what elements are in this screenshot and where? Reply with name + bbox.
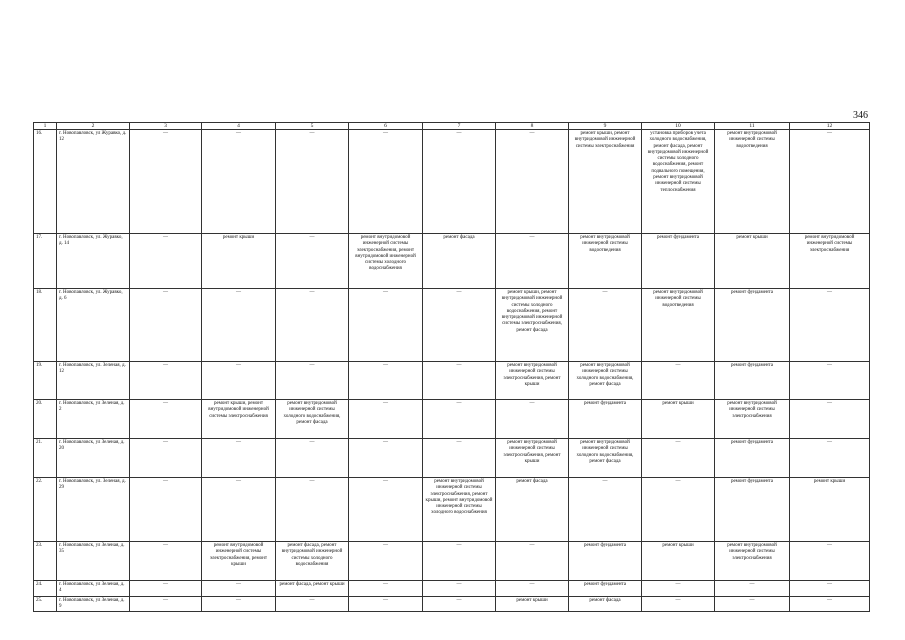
row-number: 22. bbox=[34, 478, 57, 542]
work-cell: — bbox=[130, 596, 202, 612]
address-cell: г. Новопавловск, ул Журавко, д. 12 bbox=[57, 130, 130, 234]
column-header: 3 bbox=[130, 123, 202, 130]
work-cell: ремонт фундамента bbox=[715, 362, 790, 400]
column-header: 1 bbox=[34, 123, 57, 130]
work-cell: ремонт фасада, ремонт крыши bbox=[276, 581, 349, 597]
column-header: 2 bbox=[57, 123, 130, 130]
work-cell: — bbox=[349, 289, 423, 362]
row-number: 24. bbox=[34, 581, 57, 597]
work-cell: — bbox=[202, 130, 276, 234]
work-cell: — bbox=[423, 130, 496, 234]
work-cell: — bbox=[790, 439, 870, 478]
work-cell: ремонт внутридомовой инженерной системы холодного водоснабжения, ремонт фасада bbox=[569, 362, 642, 400]
work-cell: — bbox=[790, 542, 870, 581]
work-cell: — bbox=[349, 362, 423, 400]
column-header: 10 bbox=[642, 123, 715, 130]
work-cell: ремонт фундамента bbox=[715, 289, 790, 362]
work-cell: ремонт внутридомовой инженерной системы электроснабжения bbox=[715, 400, 790, 439]
work-cell: — bbox=[202, 289, 276, 362]
row-number: 16. bbox=[34, 130, 57, 234]
address-cell: г. Новопавловск, ул. Зеленая, д. 12 bbox=[57, 362, 130, 400]
table-row bbox=[34, 542, 870, 581]
work-cell: — bbox=[276, 234, 349, 289]
table-row bbox=[34, 362, 870, 400]
work-cell: — bbox=[130, 439, 202, 478]
table-row bbox=[34, 439, 870, 478]
address-cell: г. Новопавловск, ул. Журавко, д. 14 bbox=[57, 234, 130, 289]
table-row bbox=[34, 400, 870, 439]
work-cell: — bbox=[349, 439, 423, 478]
work-cell: — bbox=[423, 581, 496, 597]
work-cell: ремонт фасада bbox=[496, 478, 569, 542]
table-row bbox=[34, 130, 870, 234]
row-number: 21. bbox=[34, 439, 57, 478]
work-cell: — bbox=[130, 478, 202, 542]
work-cell: — bbox=[642, 581, 715, 597]
column-header: 11 bbox=[715, 123, 790, 130]
work-cell: — bbox=[202, 362, 276, 400]
work-cell: — bbox=[790, 289, 870, 362]
work-cell: ремонт внутридомовой инженерной системы водоотведения bbox=[715, 130, 790, 234]
table-row bbox=[34, 289, 870, 362]
column-header: 12 bbox=[790, 123, 870, 130]
column-header: 7 bbox=[423, 123, 496, 130]
row-number: 17. bbox=[34, 234, 57, 289]
work-cell: — bbox=[276, 362, 349, 400]
work-cell: — bbox=[130, 289, 202, 362]
row-number: 19. bbox=[34, 362, 57, 400]
table-row bbox=[34, 234, 870, 289]
work-cell: — bbox=[423, 400, 496, 439]
work-cell: — bbox=[276, 596, 349, 612]
work-cell: — bbox=[202, 596, 276, 612]
address-cell: г. Новопавловск, ул Зеленая, д. 2 bbox=[57, 400, 130, 439]
work-cell: ремонт фасада bbox=[423, 234, 496, 289]
header-row bbox=[34, 123, 870, 130]
work-cell: — bbox=[423, 289, 496, 362]
work-cell: ремонт крыши bbox=[790, 478, 870, 542]
work-cell: — bbox=[496, 581, 569, 597]
page-number: 346 bbox=[853, 110, 868, 121]
work-cell: ремонт внутридомовой инженерной системы электроснабжения bbox=[790, 234, 870, 289]
row-number: 20. bbox=[34, 400, 57, 439]
work-cell: — bbox=[790, 130, 870, 234]
work-cell: ремонт фундамента bbox=[569, 581, 642, 597]
work-cell: — bbox=[202, 439, 276, 478]
table-row bbox=[34, 478, 870, 542]
work-cell: — bbox=[423, 439, 496, 478]
work-cell: ремонт внутридомовой инженерной системы электроснабжения bbox=[715, 542, 790, 581]
work-cell: — bbox=[130, 400, 202, 439]
address-cell: г. Новопавловск, ул Зеленая, д. 9 bbox=[57, 596, 130, 612]
work-cell: — bbox=[496, 400, 569, 439]
work-cell: ремонт фундамента bbox=[569, 542, 642, 581]
work-cell: ремонт внутридомовой инженерной системы электроснабжения, ремонт крыши, ремонт внутридомовой инженерной системы холодного водоснабжения bbox=[423, 478, 496, 542]
work-cell: — bbox=[569, 478, 642, 542]
column-header: 4 bbox=[202, 123, 276, 130]
work-cell: ремонт фундамента bbox=[642, 234, 715, 289]
address-cell: г. Новопавловск, ул Зеленая, д. 35 bbox=[57, 542, 130, 581]
work-cell: — bbox=[276, 478, 349, 542]
work-cell: — bbox=[130, 581, 202, 597]
work-cell: — bbox=[349, 581, 423, 597]
work-cell: ремонт внутридомовой инженерной системы электроснабжения, ремонт внутридомовой инженерной системы холодного водоснабжения bbox=[349, 234, 423, 289]
work-cell: — bbox=[715, 596, 790, 612]
address-cell: г. Новопавловск, ул Зеленая, д. 20 bbox=[57, 439, 130, 478]
work-cell: ремонт крыши, ремонт внутридомовой инженерной системы холодного водоснабжения, ремонт внутридомовой инженерной системы электроснабжения, ремонт фасада bbox=[496, 289, 569, 362]
work-cell: ремонт крыши, ремонт внутридомовой инженерной системы электроснабжения bbox=[202, 400, 276, 439]
address-cell: г. Новопавловск, ул. Журавко, д. 6 bbox=[57, 289, 130, 362]
work-cell: — bbox=[130, 130, 202, 234]
work-cell: ремонт внутридомовой инженерной системы холодного водоснабжения, ремонт фасада bbox=[276, 400, 349, 439]
table-row bbox=[34, 596, 870, 612]
work-cell: ремонт внутридомовой инженерной системы электроснабжения, ремонт крыши bbox=[496, 362, 569, 400]
work-cell: ремонт внутридомовой инженерной системы водоотведения bbox=[642, 289, 715, 362]
work-cell: — bbox=[642, 478, 715, 542]
work-cell: — bbox=[642, 596, 715, 612]
work-cell: — bbox=[276, 130, 349, 234]
work-cell: — bbox=[423, 596, 496, 612]
table-row bbox=[34, 581, 870, 597]
work-cell: — bbox=[790, 581, 870, 597]
work-cell: ремонт крыши bbox=[642, 400, 715, 439]
address-cell: г. Новопавловск, ул. Зеленая, д. 29 bbox=[57, 478, 130, 542]
work-cell: — bbox=[349, 130, 423, 234]
work-cell: — bbox=[202, 581, 276, 597]
work-cell: ремонт внутридомовой инженерной системы электроснабжения, ремонт крыши bbox=[202, 542, 276, 581]
column-header: 9 bbox=[569, 123, 642, 130]
work-cell: — bbox=[130, 362, 202, 400]
work-cell: ремонт крыши bbox=[202, 234, 276, 289]
work-cell: — bbox=[349, 478, 423, 542]
work-cell: — bbox=[642, 439, 715, 478]
work-cell: ремонт внутридомовой инженерной системы холодного водоснабжения, ремонт фасада bbox=[569, 439, 642, 478]
work-cell: — bbox=[790, 596, 870, 612]
work-cell: ремонт крыши bbox=[642, 542, 715, 581]
row-number: 25. bbox=[34, 596, 57, 612]
work-cell: — bbox=[496, 130, 569, 234]
work-cell: — bbox=[349, 596, 423, 612]
work-cell: — bbox=[202, 478, 276, 542]
work-cell: ремонт крыши, ремонт внутридомовой инженерной системы электроснабжения bbox=[569, 130, 642, 234]
work-cell: ремонт фасада bbox=[569, 596, 642, 612]
work-cell: — bbox=[790, 400, 870, 439]
work-cell: ремонт внутридомовой инженерной системы водоотведения bbox=[569, 234, 642, 289]
work-schedule-table bbox=[33, 122, 870, 612]
work-cell: ремонт крыши bbox=[715, 234, 790, 289]
work-cell: — bbox=[276, 439, 349, 478]
work-cell: — bbox=[715, 581, 790, 597]
work-cell: — bbox=[790, 362, 870, 400]
work-cell: ремонт фундамента bbox=[715, 478, 790, 542]
column-header: 5 bbox=[276, 123, 349, 130]
row-number: 18. bbox=[34, 289, 57, 362]
work-cell: — bbox=[130, 542, 202, 581]
work-cell: — bbox=[276, 289, 349, 362]
work-cell: — bbox=[569, 289, 642, 362]
work-cell: — bbox=[423, 542, 496, 581]
column-header: 8 bbox=[496, 123, 569, 130]
work-cell: ремонт фасада, ремонт внутридомовой инженерной системы холодного водоснабжения bbox=[276, 542, 349, 581]
work-cell: установка приборов учета холодного водоснабжения, ремонт фасада, ремонт внутридомовой инженерной системы холодного водоснабжения, ремонт подвального помещения, ремонт внутридомовой инженерной системы теплоснабжения bbox=[642, 130, 715, 234]
work-cell: ремонт крыши bbox=[496, 596, 569, 612]
work-cell: — bbox=[423, 362, 496, 400]
work-cell: — bbox=[496, 234, 569, 289]
column-header: 6 bbox=[349, 123, 423, 130]
work-cell: ремонт внутридомовой инженерной системы электроснабжения, ремонт крыши bbox=[496, 439, 569, 478]
work-cell: — bbox=[349, 400, 423, 439]
work-cell: — bbox=[349, 542, 423, 581]
row-number: 23. bbox=[34, 542, 57, 581]
work-cell: — bbox=[130, 234, 202, 289]
work-cell: ремонт фундамента bbox=[569, 400, 642, 439]
address-cell: г. Новопавловск, ул Зеленая, д. 4 bbox=[57, 581, 130, 597]
work-cell: ремонт фундамента bbox=[715, 439, 790, 478]
work-cell: — bbox=[496, 542, 569, 581]
work-cell: — bbox=[642, 362, 715, 400]
